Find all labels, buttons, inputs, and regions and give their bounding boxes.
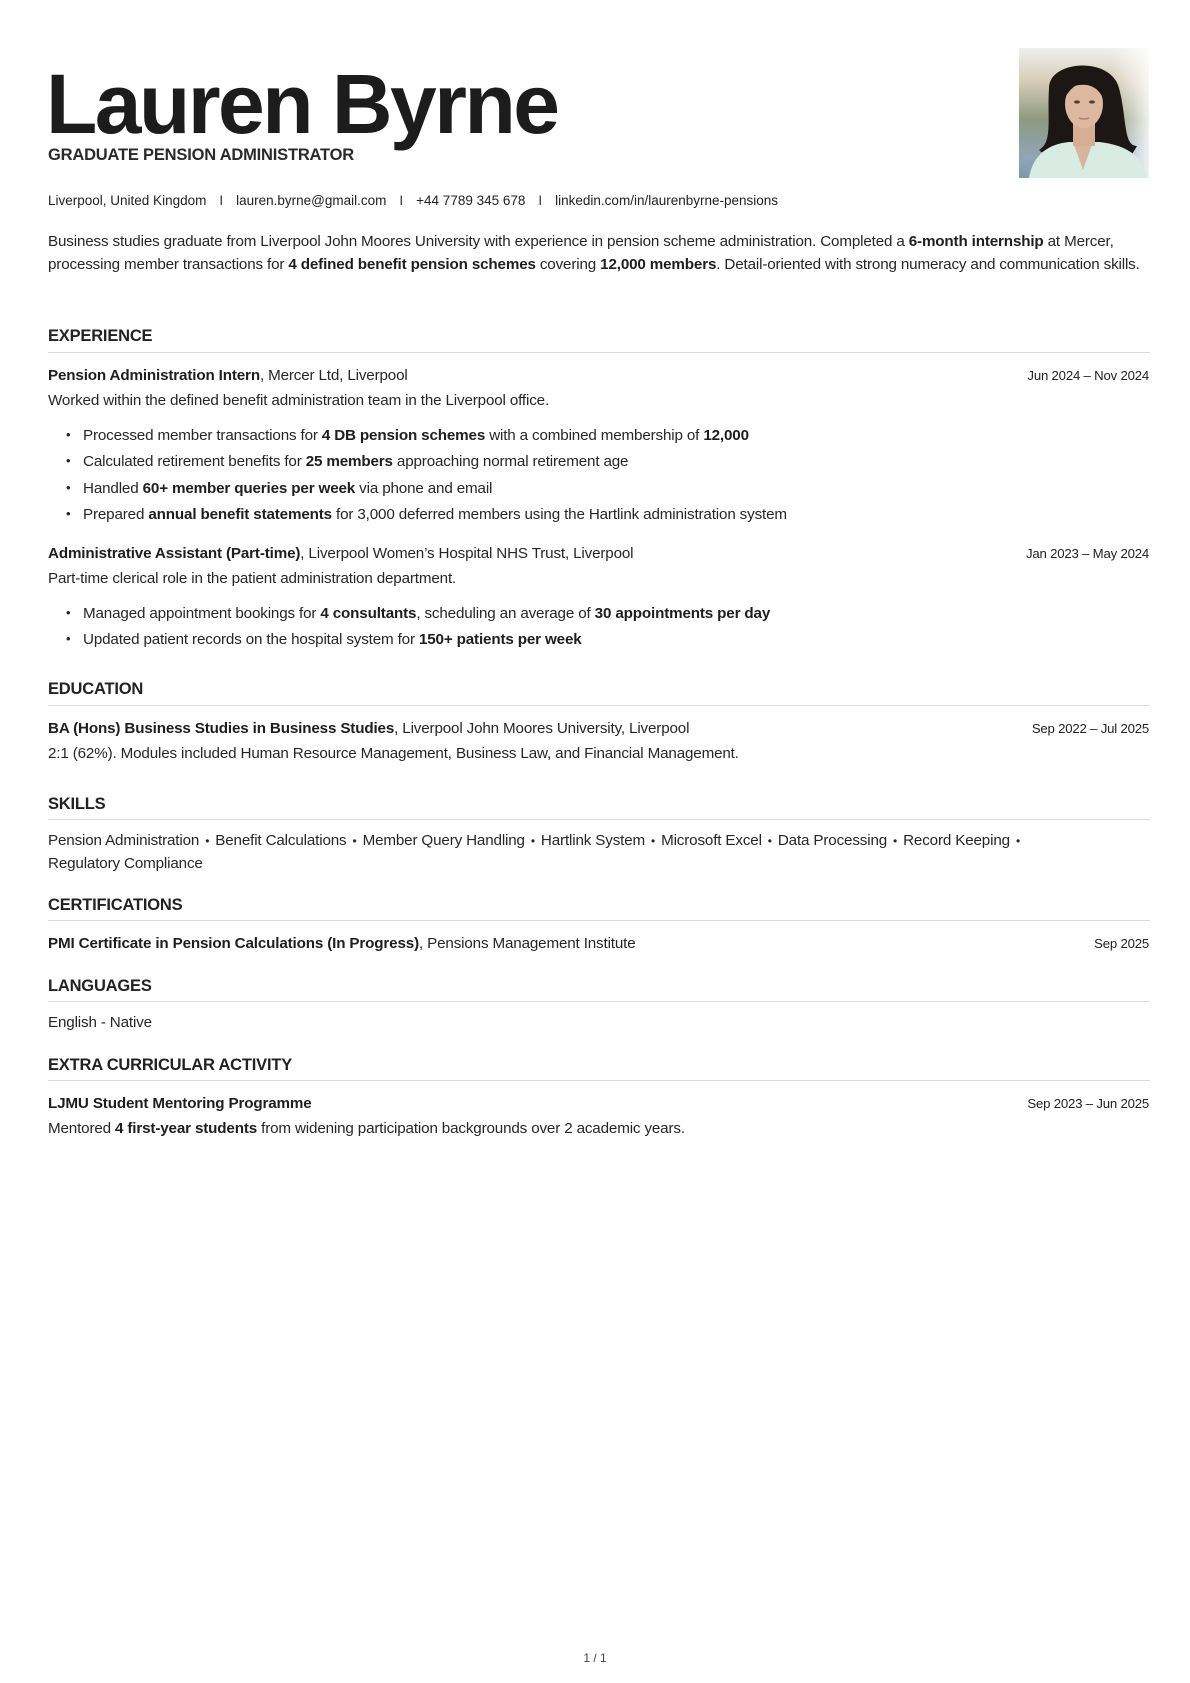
job-dates: Jan 2023 – May 2024 — [1025, 546, 1149, 561]
candidate-name: Lauren Byrne — [46, 57, 558, 151]
skill-separator: • — [767, 834, 772, 848]
bullet-icon: • — [66, 453, 71, 468]
skill-item: Member Query Handling — [362, 832, 525, 849]
section-heading-skills: SKILLS — [48, 795, 106, 813]
job-role: Pension Administration Intern — [48, 367, 260, 384]
job-title-line — [48, 545, 633, 562]
bullet-highlight: 60+ member queries per week — [142, 480, 356, 497]
skill-item: Microsoft Excel — [661, 832, 762, 849]
section-heading-education: EDUCATION — [48, 680, 144, 698]
summary-text: . Detail-oriented with strong numeracy and communication skills. — [716, 255, 1140, 273]
skill-separator: • — [352, 834, 357, 848]
job-title-line — [48, 367, 408, 384]
contact-phone[interactable]: +44 7789 345 678 — [416, 193, 526, 208]
bullet-text: Calculated retirement benefits for — [83, 453, 306, 470]
certification-line — [48, 935, 636, 952]
contact-location: Liverpool, United Kingdom — [48, 193, 207, 208]
summary-text: covering — [535, 255, 601, 273]
bullet-highlight: 30 appointments per day — [594, 605, 771, 622]
degree-name: BA (Hons) Business Studies in Business Studies — [48, 720, 395, 737]
education-degree-line — [48, 720, 689, 737]
contact-line — [48, 193, 778, 208]
activity-description — [48, 1120, 685, 1137]
skill-separator: • — [530, 834, 535, 848]
summary-highlight: 12,000 members — [600, 255, 717, 273]
candidate-title: GRADUATE PENSION ADMINISTRATOR — [48, 146, 354, 164]
skill-separator: • — [893, 834, 898, 848]
bullet-text: , scheduling an average of — [416, 605, 595, 622]
section-divider — [48, 819, 1150, 820]
bullet-icon: • — [66, 480, 71, 495]
bullet-icon: • — [66, 427, 71, 442]
section-divider — [48, 920, 1150, 921]
professional-summary — [48, 231, 1150, 276]
education-details: 2:1 (62%). Modules included Human Resource Management, Business Law, and Financial Management. — [48, 745, 739, 762]
bullet-text: for 3,000 deferred members using the Hartlink administration system — [331, 506, 787, 523]
activity-title-line — [48, 1095, 312, 1112]
skills-list — [48, 830, 1158, 875]
certification-issuer: , Pensions Management Institute — [418, 935, 636, 952]
portrait-image-icon — [1019, 48, 1149, 178]
section-heading-extracurricular: EXTRA CURRICULAR ACTIVITY — [48, 1056, 293, 1074]
job-description: Part-time clerical role in the patient administration department. — [48, 570, 457, 587]
contact-separator: I — [538, 193, 543, 208]
bullet-text: Managed appointment bookings for — [83, 605, 321, 622]
skill-item: Pension Administration — [48, 832, 200, 849]
job-org: , Liverpool Women’s Hospital NHS Trust, Liverpool — [300, 545, 634, 562]
skill-item: Benefit Calculations — [215, 832, 347, 849]
bullet-text: Processed member transactions for — [83, 427, 322, 444]
summary-highlight: 4 defined benefit pension schemes — [288, 255, 536, 273]
section-divider — [48, 1080, 1150, 1081]
section-heading-experience: EXPERIENCE — [48, 327, 153, 345]
job-dates: Jun 2024 – Nov 2024 — [1027, 368, 1149, 383]
bullet-text: Prepared — [83, 506, 149, 523]
section-divider — [48, 352, 1150, 353]
skill-item: Record Keeping — [903, 832, 1010, 849]
activity-text: Mentored — [48, 1120, 116, 1137]
skill-separator: • — [205, 834, 210, 848]
bullet-text: via phone and email — [355, 480, 493, 497]
bullet-text: with a combined membership of — [485, 427, 704, 444]
bullet-icon: • — [66, 605, 71, 620]
bullet-text: approaching normal retirement age — [392, 453, 629, 470]
activity-text: from widening participation backgrounds over 2 academic years. — [257, 1120, 685, 1137]
certification-date: Sep 2025 — [1094, 936, 1149, 951]
activity-title: LJMU Student Mentoring Programme — [48, 1095, 312, 1112]
contact-email[interactable]: lauren.byrne@gmail.com — [236, 193, 387, 208]
summary-text: Business studies graduate from Liverpool John Moores University with experience in pension scheme administration. Completed a — [48, 233, 909, 250]
page-number: 1 / 1 — [583, 1651, 607, 1665]
activity-dates: Sep 2023 – Jun 2025 — [1027, 1096, 1149, 1111]
summary-text: at Mercer, processing member transactions for — [48, 233, 1114, 273]
contact-separator: I — [219, 193, 224, 208]
skill-item: Data Processing — [777, 832, 888, 849]
skill-separator: • — [1015, 834, 1020, 848]
section-divider — [48, 705, 1150, 706]
section-heading-certifications: CERTIFICATIONS — [48, 896, 183, 914]
skill-item: Hartlink System — [540, 832, 646, 849]
section-divider — [48, 1001, 1150, 1002]
skill-separator: • — [651, 834, 656, 848]
bullet-text: Handled — [83, 480, 143, 497]
skill-item: Regulatory Compliance — [48, 854, 203, 872]
section-heading-languages: LANGUAGES — [48, 977, 152, 995]
bullet-highlight: 25 members — [305, 453, 393, 470]
bullet-highlight: 4 consultants — [320, 605, 417, 622]
language-item: English - Native — [48, 1014, 152, 1031]
job-org: , Mercer Ltd, Liverpool — [259, 367, 408, 384]
job-role: Administrative Assistant (Part-time) — [48, 545, 301, 562]
bullet-highlight: 150+ patients per week — [418, 631, 582, 648]
contact-separator: I — [399, 193, 404, 208]
bullet-highlight: 12,000 — [703, 427, 749, 444]
institution: , Liverpool John Moores University, Liverpool — [394, 720, 690, 737]
bullet-highlight: annual benefit statements — [148, 506, 332, 523]
activity-highlight: 4 first-year students — [115, 1120, 258, 1137]
certification-name: PMI Certificate in Pension Calculations (In Progress) — [48, 935, 419, 952]
bullet-icon: • — [66, 631, 71, 646]
bullet-text: Updated patient records on the hospital system for — [83, 631, 419, 648]
education-dates: Sep 2022 – Jul 2025 — [1031, 721, 1149, 736]
summary-highlight: 6-month internship — [908, 233, 1044, 250]
bullet-icon: • — [66, 506, 71, 521]
job-description: Worked within the defined benefit administration team in the Liverpool office. — [48, 392, 550, 409]
profile-photo — [1019, 48, 1149, 178]
bullet-highlight: 4 DB pension schemes — [321, 427, 486, 444]
contact-linkedin[interactable]: linkedin.com/in/laurenbyrne-pensions — [555, 193, 779, 208]
